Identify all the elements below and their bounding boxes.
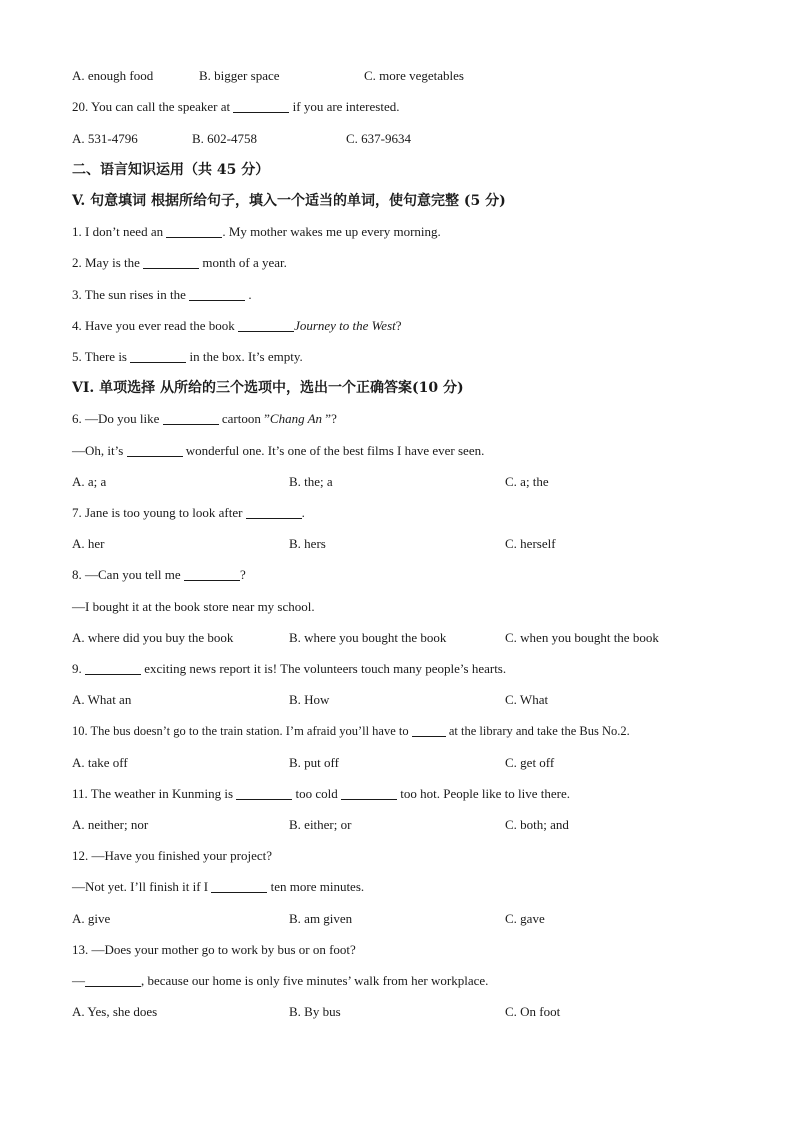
mc-q6-blank-2[interactable] bbox=[127, 444, 183, 457]
section-6-title: VI. 单项选择 从所给的三个选项中，选出一个正确答案(10 分) bbox=[72, 380, 464, 396]
fill-q5: 5. There is in the box. It’s empty. bbox=[72, 349, 303, 364]
q12-option-a[interactable]: A. give bbox=[72, 911, 111, 926]
mc-q11-blank-1[interactable] bbox=[236, 787, 292, 800]
q6-option-b[interactable]: B. the; a bbox=[289, 474, 333, 489]
q9-option-c[interactable]: C. What bbox=[505, 692, 549, 707]
fill-q3: 3. The sun rises in the . bbox=[72, 287, 252, 302]
q6-option-c[interactable]: C. a; the bbox=[505, 474, 549, 489]
q13-option-c[interactable]: C. On foot bbox=[505, 1004, 561, 1019]
fill-q4: 4. Have you ever read the book Journey to the West? bbox=[72, 318, 402, 333]
fill-q5-blank[interactable] bbox=[130, 350, 186, 363]
mc-q13: 13. —Does your mother go to work by bus or on foot? bbox=[72, 942, 356, 957]
mc-q12-reply: —Not yet. I’ll finish it if I ten more minutes. bbox=[72, 879, 365, 894]
section-2-title: 二、语言知识运用（共 45 分） bbox=[72, 162, 270, 178]
q8-option-a[interactable]: A. where did you buy the book bbox=[72, 630, 234, 645]
q10-option-a[interactable]: A. take off bbox=[72, 755, 128, 770]
fill-q2-blank[interactable] bbox=[143, 256, 199, 269]
book-title: Journey to the West bbox=[294, 318, 396, 333]
q11-option-c[interactable]: C. both; and bbox=[505, 817, 569, 832]
mc-q8-reply: —I bought it at the book store near my school. bbox=[72, 599, 315, 614]
q9-option-b[interactable]: B. How bbox=[289, 692, 330, 707]
fill-q1-blank[interactable] bbox=[166, 225, 222, 238]
q19-option-c[interactable]: C. more vegetables bbox=[364, 68, 464, 83]
q8-option-c[interactable]: C. when you bought the book bbox=[505, 630, 659, 645]
q20-option-b[interactable]: B. 602-4758 bbox=[192, 131, 257, 146]
mc-q12: 12. —Have you finished your project? bbox=[72, 848, 273, 863]
cartoon-title: Chang An bbox=[269, 411, 323, 426]
q9-option-a[interactable]: A. What an bbox=[72, 692, 132, 707]
mc-q8: 8. —Can you tell me ? bbox=[72, 567, 246, 582]
mc-q7-blank[interactable] bbox=[246, 506, 302, 519]
q7-option-c[interactable]: C. herself bbox=[505, 536, 556, 551]
mc-q8-blank[interactable] bbox=[184, 568, 240, 581]
q12-option-c[interactable]: C. gave bbox=[505, 911, 545, 926]
q7-option-a[interactable]: A. her bbox=[72, 536, 105, 551]
mc-q11-blank-2[interactable] bbox=[341, 787, 397, 800]
section-5-title: V. 句意填词 根据所给句子，填入一个适当的单词，使句意完整 (5 分) bbox=[72, 193, 506, 209]
fill-q2: 2. May is the month of a year. bbox=[72, 255, 287, 270]
mc-q10-blank[interactable] bbox=[412, 724, 446, 737]
q13-option-a[interactable]: A. Yes, she does bbox=[72, 1004, 158, 1019]
mc-q6: 6. —Do you like cartoon ”Chang An ”? bbox=[72, 411, 337, 426]
mc-q6-reply: —Oh, it’s wonderful one. It’s one of the best films I have ever seen. bbox=[72, 443, 485, 458]
q19-option-a[interactable]: A. enough food bbox=[72, 68, 154, 83]
mc-q10: 10. The bus doesn’t go to the train station. I’m afraid you’ll have to at the library and take the Bus No.2. bbox=[72, 724, 630, 738]
q20-option-a[interactable]: A. 531-4796 bbox=[72, 131, 138, 146]
q20-question: 20. You can call the speaker at if you are interested. bbox=[72, 99, 400, 114]
q6-option-a[interactable]: A. a; a bbox=[72, 474, 107, 489]
q11-option-a[interactable]: A. neither; nor bbox=[72, 817, 149, 832]
mc-q12-blank[interactable] bbox=[211, 880, 267, 893]
q20-blank[interactable] bbox=[233, 100, 289, 113]
q12-option-b[interactable]: B. am given bbox=[289, 911, 353, 926]
mc-q6-blank-1[interactable] bbox=[163, 412, 219, 425]
mc-q7: 7. Jane is too young to look after . bbox=[72, 505, 305, 520]
q11-option-b[interactable]: B. either; or bbox=[289, 817, 352, 832]
mc-q11: 11. The weather in Kunming is too cold too hot. People like to live there. bbox=[72, 786, 570, 801]
fill-q3-blank[interactable] bbox=[189, 288, 245, 301]
q20-option-c[interactable]: C. 637-9634 bbox=[346, 131, 411, 146]
fill-q4-blank[interactable] bbox=[238, 319, 294, 332]
mc-q9: 9. exciting news report it is! The volunteers touch many people’s hearts. bbox=[72, 661, 507, 676]
q10-option-b[interactable]: B. put off bbox=[289, 755, 339, 770]
q8-option-b[interactable]: B. where you bought the book bbox=[289, 630, 447, 645]
q13-option-b[interactable]: B. By bus bbox=[289, 1004, 341, 1019]
q19-option-b[interactable]: B. bigger space bbox=[199, 68, 280, 83]
fill-q1: 1. I don’t need an . My mother wakes me up every morning. bbox=[72, 224, 441, 239]
mc-q13-reply: — , because our home is only five minutes’ walk from her workplace. bbox=[72, 973, 489, 988]
q10-option-c[interactable]: C. get off bbox=[505, 755, 555, 770]
mc-q13-blank[interactable] bbox=[85, 974, 141, 987]
q7-option-b[interactable]: B. hers bbox=[289, 536, 326, 551]
mc-q9-blank[interactable] bbox=[85, 662, 141, 675]
